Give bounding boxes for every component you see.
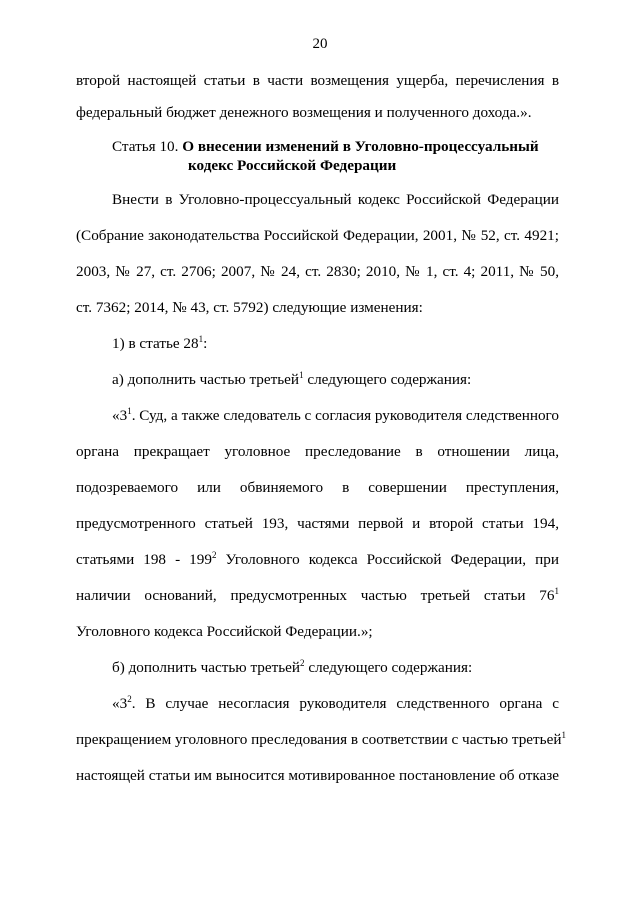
text-line: Внести в Уголовно-процессуальный кодекс Российской Федерации [112,191,559,208]
text-line: «$3^1$. Суд, а также следователь с согласия руководителя следственного [112,406,559,424]
text-line: (Собрание законодательства Российской Федерации, 2001, № 52, ст. 4921; [76,227,559,244]
page-number: 20 [312,36,328,52]
text-line: подозреваемого или обвиняемого в совершении преступления, [76,479,559,496]
text-line: предусмотренного статьей 193, частями первой и второй статьи 194, [76,515,559,532]
text-line: органа прекращает уголовное преследование в отношении лица, [76,443,559,460]
list-item: 1) в статье $28^1$: [112,334,208,352]
article-heading [112,137,539,157]
text-line: наличии оснований, предусмотренных частью третьей статьи $76^1$ [76,586,559,604]
text-line: настоящей статьи им выносится мотивированное постановление об отказе [76,767,559,784]
article-title-continuation: кодекс Российской Федерации [188,157,397,174]
text-line: 2003, № 27, ст. 2706; 2007, № 24, ст. 2830; 2010, № 1, ст. 4; 2011, № 50, [76,263,559,280]
text-line: прекращением уголовного преследования в соответствии с частью третьей$^1$ [76,730,566,748]
article-label: Статья 10. [112,138,179,155]
list-item: б) дополнить частью третьей$^2$ следующего содержания: [112,658,473,676]
text-line: ст. 7362; 2014, № 43, ст. 5792) следующие изменения: [76,299,423,316]
article-title: О внесении изменений в Уголовно-процессуальный [182,138,539,155]
text-line: федеральный бюджет денежного возмещения и полученного дохода.». [76,104,532,121]
list-item: а) дополнить частью третьей$^1$ следующего содержания: [112,370,472,388]
text-line: второй настоящей статьи в части возмещения ущерба, перечисления в [76,72,559,89]
text-line: статьями $198 - 199^2$ Уголовного кодекса Российской Федерации, при [76,550,559,568]
text-line: Уголовного кодекса Российской Федерации.»; [76,623,373,640]
text-line: «$3^2$. В случае несогласия руководителя следственного органа с [112,694,559,712]
